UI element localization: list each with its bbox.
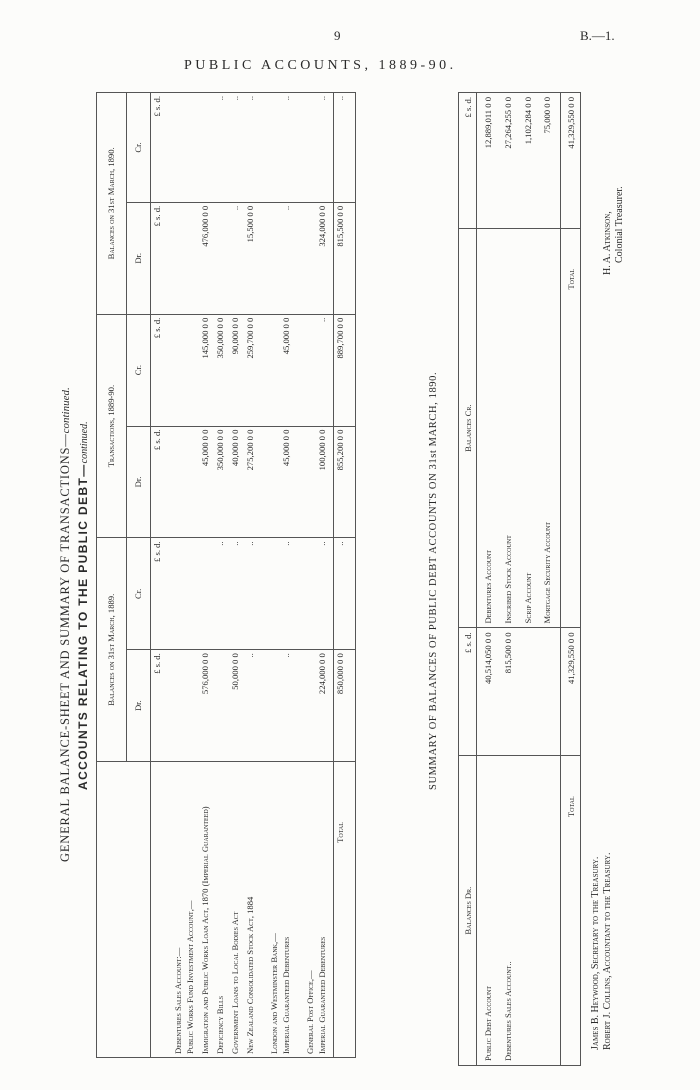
amount-cell xyxy=(295,202,316,314)
general-title-text: GENERAL BALANCE-SHEET AND SUMMARY OF TRANSACTIONS— xyxy=(58,433,72,862)
amount-cell xyxy=(295,93,316,203)
summary-cr-value: 75,000 0 0 xyxy=(542,97,553,134)
group-header: Transactions, 1889-90. xyxy=(97,314,127,538)
amount-cell: .. xyxy=(334,93,356,203)
unit-blank xyxy=(151,762,167,1058)
amount-cell: 850,000 0 0 xyxy=(334,650,356,762)
col-header: Dr. xyxy=(127,202,151,314)
summary-header-row xyxy=(459,93,477,1066)
group-header-row xyxy=(97,93,127,1058)
signature-title: Colonial Treasurer. xyxy=(613,186,625,263)
summary-cr-values xyxy=(477,93,561,229)
unit-cell: £ s. d. xyxy=(151,314,167,426)
row-label: New Zealand Consolidated Stock Act, 1884 xyxy=(244,762,259,1058)
amount-cell xyxy=(199,538,214,650)
accounts-title-text: ACCOUNTS RELATING TO THE PUBLIC DEBT— xyxy=(76,463,90,790)
page-code: B.—1. xyxy=(580,28,615,43)
summary-dr-labels xyxy=(477,756,561,1066)
amount-cell xyxy=(199,93,214,203)
amount-cell: .. xyxy=(229,202,244,314)
signature-atkinson: H. A. Atkinson, xyxy=(602,211,613,275)
main-table-wrapper xyxy=(96,92,354,1058)
col-header: Cr. xyxy=(127,538,151,650)
amount-cell: .. xyxy=(280,538,295,650)
summary-cr-header: Balances Cr. xyxy=(459,228,477,628)
summary-total-label: Total xyxy=(561,756,581,1066)
unit-cell: £ s. d. xyxy=(151,202,167,314)
amount-cell: .. xyxy=(214,538,229,650)
summary-title: SUMMARY OF BALANCES OF PUBLIC DEBT ACCOUNTS ON 31st MARCH, 1890. xyxy=(428,371,439,790)
amount-cell: 40,000 0 0 xyxy=(229,426,244,538)
group-header: Balances on 31st March, 1889. xyxy=(97,538,127,762)
summary-dr-value: 815,500 0 0 xyxy=(502,632,513,674)
amount-cell: 100,000 0 0 xyxy=(316,426,331,538)
amount-cell: .. xyxy=(316,314,331,426)
summary-dr-value: 40,514,050 0 0 xyxy=(483,632,493,684)
signature-heywood: James B. Heywood, Secretary to the Treasury. xyxy=(590,856,601,1050)
summary-cr-label: Debentures Account xyxy=(483,550,493,624)
amount-cell xyxy=(167,93,184,203)
amount-cell xyxy=(184,538,199,650)
amount-cell: 259,700 0 0 xyxy=(244,314,259,426)
unit-cell: £ s. d. xyxy=(151,426,167,538)
row-label: Immigration and Public Works Loan Act, 1870 (Imperial Guaranteed) xyxy=(199,762,214,1058)
col-header: Dr. xyxy=(127,426,151,538)
amount-cell: 576,000 0 0 xyxy=(199,650,214,762)
summary-table xyxy=(458,92,581,1066)
amount-cell: .. xyxy=(244,93,259,203)
table-row xyxy=(214,93,229,1058)
amount-cell xyxy=(167,538,184,650)
amount-cell: .. xyxy=(229,93,244,203)
summary-dr-header: Balances Dr. xyxy=(459,756,477,1066)
row-label: Imperial Guaranteed Debentures xyxy=(316,762,331,1058)
amount-cell: 324,000 0 0 xyxy=(316,202,331,314)
amount-cell: .. xyxy=(280,202,295,314)
table-row xyxy=(295,93,316,1058)
amount-cell xyxy=(184,93,199,203)
row-label: Total xyxy=(334,762,356,1058)
summary-dr-label: Public Debt Account xyxy=(483,985,493,1061)
row-label: General Post Office,— xyxy=(295,762,316,1058)
amount-cell xyxy=(295,314,316,426)
signature-right xyxy=(602,186,625,275)
amount-cell: 50,000 0 0 xyxy=(229,650,244,762)
unit-cell: £ s. d. xyxy=(151,650,167,762)
amount-cell xyxy=(167,314,184,426)
summary-dr-label: Debentures Sales Account.. xyxy=(502,961,513,1061)
row-label: Public Works Fund Investment Account,— xyxy=(184,762,199,1058)
amount-cell xyxy=(259,650,280,762)
summary-cr-label: Mortgage Security Account xyxy=(542,522,553,624)
col-header: Dr. xyxy=(127,650,151,762)
amount-cell: 90,000 0 0 xyxy=(229,314,244,426)
row-label: Government Loans to Local Bodies Act xyxy=(229,762,244,1058)
col-header: Cr. xyxy=(127,93,151,203)
amount-cell: .. xyxy=(334,538,356,650)
summary-body-row xyxy=(477,93,561,1066)
summary-table-wrapper xyxy=(458,92,576,1066)
summary-cr-label: Inscribed Stock Account xyxy=(502,535,513,624)
table-row xyxy=(199,93,214,1058)
table-row xyxy=(316,93,331,1058)
row-label: Debentures Sales Account:— xyxy=(167,762,184,1058)
main-table xyxy=(96,92,356,1058)
summary-total-row xyxy=(561,93,581,1066)
amount-cell: .. xyxy=(214,93,229,203)
summary-cr-labels xyxy=(477,228,561,628)
group-header: Balances on 31st March, 1890. xyxy=(97,93,127,315)
table-row xyxy=(259,93,280,1058)
amount-cell: 815,500 0 0 xyxy=(334,202,356,314)
amount-cell: 224,000 0 0 xyxy=(316,650,331,762)
summary-cr-value: 27,264,255 0 0 xyxy=(502,97,513,149)
table-row xyxy=(244,93,259,1058)
amount-cell xyxy=(295,426,316,538)
amount-cell xyxy=(259,426,280,538)
amount-cell xyxy=(214,650,229,762)
amount-cell xyxy=(259,538,280,650)
amount-cell: .. xyxy=(229,538,244,650)
summary-cr-value: 12,889,011 0 0 xyxy=(483,97,493,149)
summary-total-dr: 41,329,550 0 0 xyxy=(561,628,581,756)
amount-cell: .. xyxy=(316,538,331,650)
summary-dr-values xyxy=(477,628,561,756)
general-title-cont: continued. xyxy=(60,387,72,434)
row-label: London and Westminster Bank,— xyxy=(259,762,280,1058)
amount-cell xyxy=(295,650,316,762)
page-heading: PUBLIC ACCOUNTS, 1889-90. xyxy=(184,58,457,73)
table-row xyxy=(229,93,244,1058)
page-number: 9 xyxy=(334,28,341,43)
summary-cr-label: Scrip Account xyxy=(522,572,533,624)
table-row xyxy=(334,93,356,1058)
amount-cell xyxy=(167,426,184,538)
amount-cell: 45,000 0 0 xyxy=(280,314,295,426)
signature-left xyxy=(590,853,613,1050)
table-row xyxy=(167,93,184,1058)
general-title xyxy=(58,387,73,862)
amount-cell xyxy=(167,202,184,314)
amount-cell xyxy=(214,202,229,314)
row-label: Imperial Guaranteed Debentures xyxy=(280,762,295,1058)
amount-cell: 145,000 0 0 xyxy=(199,314,214,426)
table-row xyxy=(280,93,295,1058)
amount-cell: .. xyxy=(280,650,295,762)
amount-cell: 15,500 0 0 xyxy=(244,202,259,314)
amount-cell xyxy=(295,538,316,650)
unit-row xyxy=(151,93,167,1058)
amount-cell: .. xyxy=(280,93,295,203)
unit-cell: £ s. d. xyxy=(151,93,167,203)
amount-cell xyxy=(259,202,280,314)
amount-cell: 45,000 0 0 xyxy=(280,426,295,538)
amount-cell: 275,200 0 0 xyxy=(244,426,259,538)
amount-cell: 889,700 0 0 xyxy=(334,314,356,426)
amount-cell: .. xyxy=(316,93,331,203)
amount-cell: 476,000 0 0 xyxy=(199,202,214,314)
amount-cell: 350,000 0 0 xyxy=(214,314,229,426)
amount-cell: 45,000 0 0 xyxy=(199,426,214,538)
summary-unit: £ s. d. xyxy=(459,628,477,756)
label-header xyxy=(97,762,151,1058)
table-row xyxy=(184,93,199,1058)
amount-cell xyxy=(184,202,199,314)
amount-cell xyxy=(184,426,199,538)
amount-cell: 350,000 0 0 xyxy=(214,426,229,538)
summary-unit: £ s. d. xyxy=(459,93,477,229)
amount-cell xyxy=(259,314,280,426)
signature-collins: Robert J. Collins, Accountant to the Treasury. xyxy=(601,852,613,1050)
amount-cell xyxy=(184,314,199,426)
col-header: Cr. xyxy=(127,314,151,426)
amount-cell: 855,200 0 0 xyxy=(334,426,356,538)
amount-cell xyxy=(167,650,184,762)
summary-cr-value: 1,102,284 0 0 xyxy=(522,97,533,145)
summary-total-label: Total xyxy=(561,228,581,628)
summary-total-cr: 41,329,550 0 0 xyxy=(561,93,581,229)
amount-cell: .. xyxy=(244,538,259,650)
amount-cell xyxy=(259,93,280,203)
amount-cell xyxy=(184,650,199,762)
amount-cell: .. xyxy=(244,650,259,762)
row-label: Deficiency Bills xyxy=(214,762,229,1058)
accounts-title-cont: continued. xyxy=(79,421,90,464)
unit-cell: £ s. d. xyxy=(151,538,167,650)
accounts-title xyxy=(76,421,90,790)
